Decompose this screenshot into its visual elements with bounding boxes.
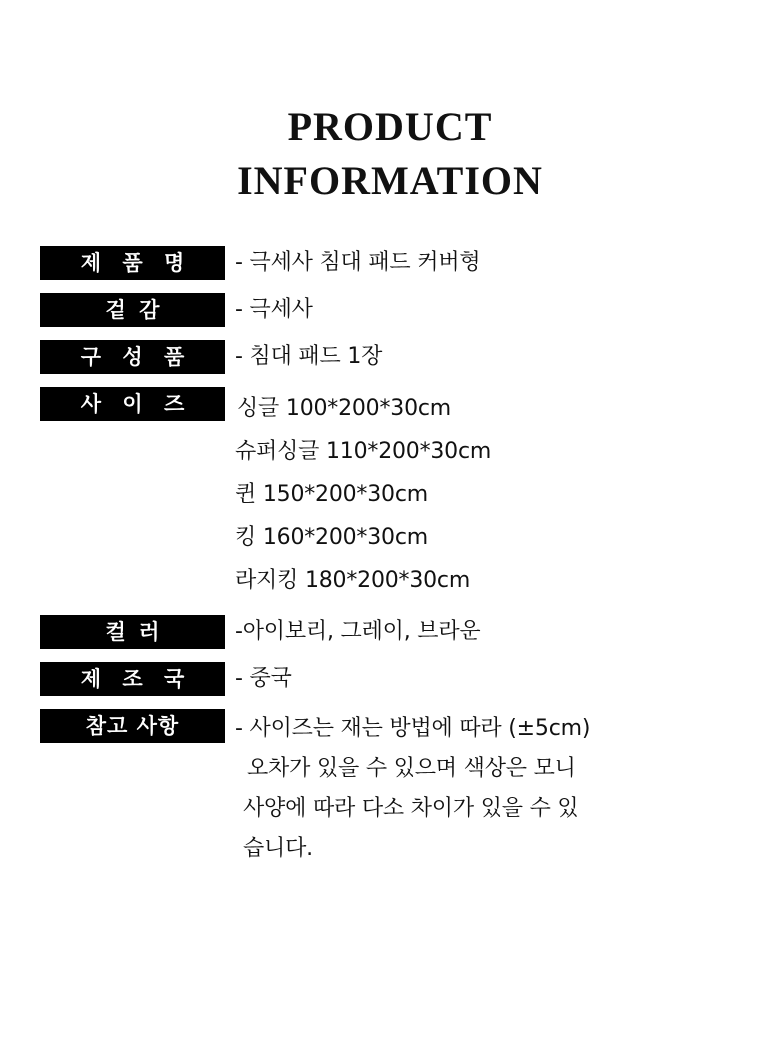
spec-value: - 극세사 침대 패드 커버형 (235, 250, 481, 275)
spec-value-note-line-2: 오차가 있을 수 있으며 색상은 모니 (247, 756, 576, 781)
spec-value: -아이보리, 그레이, 브라운 (235, 619, 481, 644)
spec-value-size-single: 싱글 100*200*30cm (237, 396, 452, 421)
title-line-1: PRODUCT (287, 104, 493, 149)
spec-value-note-line-1: - 사이즈는 재는 방법에 따라 (±5cm) (235, 716, 591, 741)
specification-table (40, 246, 740, 869)
spec-values (225, 662, 740, 696)
spec-row (40, 293, 740, 327)
title-line-2: INFORMATION (237, 158, 543, 203)
spec-label-fabric: 겉 감 (40, 293, 225, 327)
spec-value-size-king: 킹 160*200*30cm (235, 525, 428, 550)
spec-value: - 침대 패드 1장 (235, 344, 383, 369)
spec-values (225, 387, 740, 602)
spec-label-size: 사 이 즈 (40, 387, 225, 421)
spec-label-product-name: 제 품 명 (40, 246, 225, 280)
spec-row (40, 340, 740, 374)
spec-value-note-line-4: 습니다. (243, 836, 313, 861)
spec-value: - 중국 (235, 666, 292, 691)
spec-row (40, 662, 740, 696)
page-title (0, 0, 780, 208)
spec-values (225, 293, 740, 327)
spec-value-size-large-king: 라지킹 180*200*30cm (235, 568, 471, 593)
spec-row-sizes (40, 387, 740, 602)
spec-values (225, 615, 740, 649)
spec-label-components: 구 성 품 (40, 340, 225, 374)
spec-values (225, 246, 740, 280)
spec-row (40, 615, 740, 649)
spec-value-size-queen: 퀸 150*200*30cm (235, 482, 428, 507)
spec-row (40, 246, 740, 280)
spec-values (225, 709, 740, 869)
spec-label-note: 참고 사항 (40, 709, 225, 743)
spec-label-origin: 제 조 국 (40, 662, 225, 696)
spec-row-note (40, 709, 740, 869)
spec-values (225, 340, 740, 374)
spec-value-note-line-3: 사양에 따라 다소 차이가 있을 수 있 (243, 796, 579, 821)
spec-value: - 극세사 (235, 297, 313, 322)
spec-label-color: 컬 러 (40, 615, 225, 649)
spec-value-size-super-single: 슈퍼싱글 110*200*30cm (235, 439, 492, 464)
